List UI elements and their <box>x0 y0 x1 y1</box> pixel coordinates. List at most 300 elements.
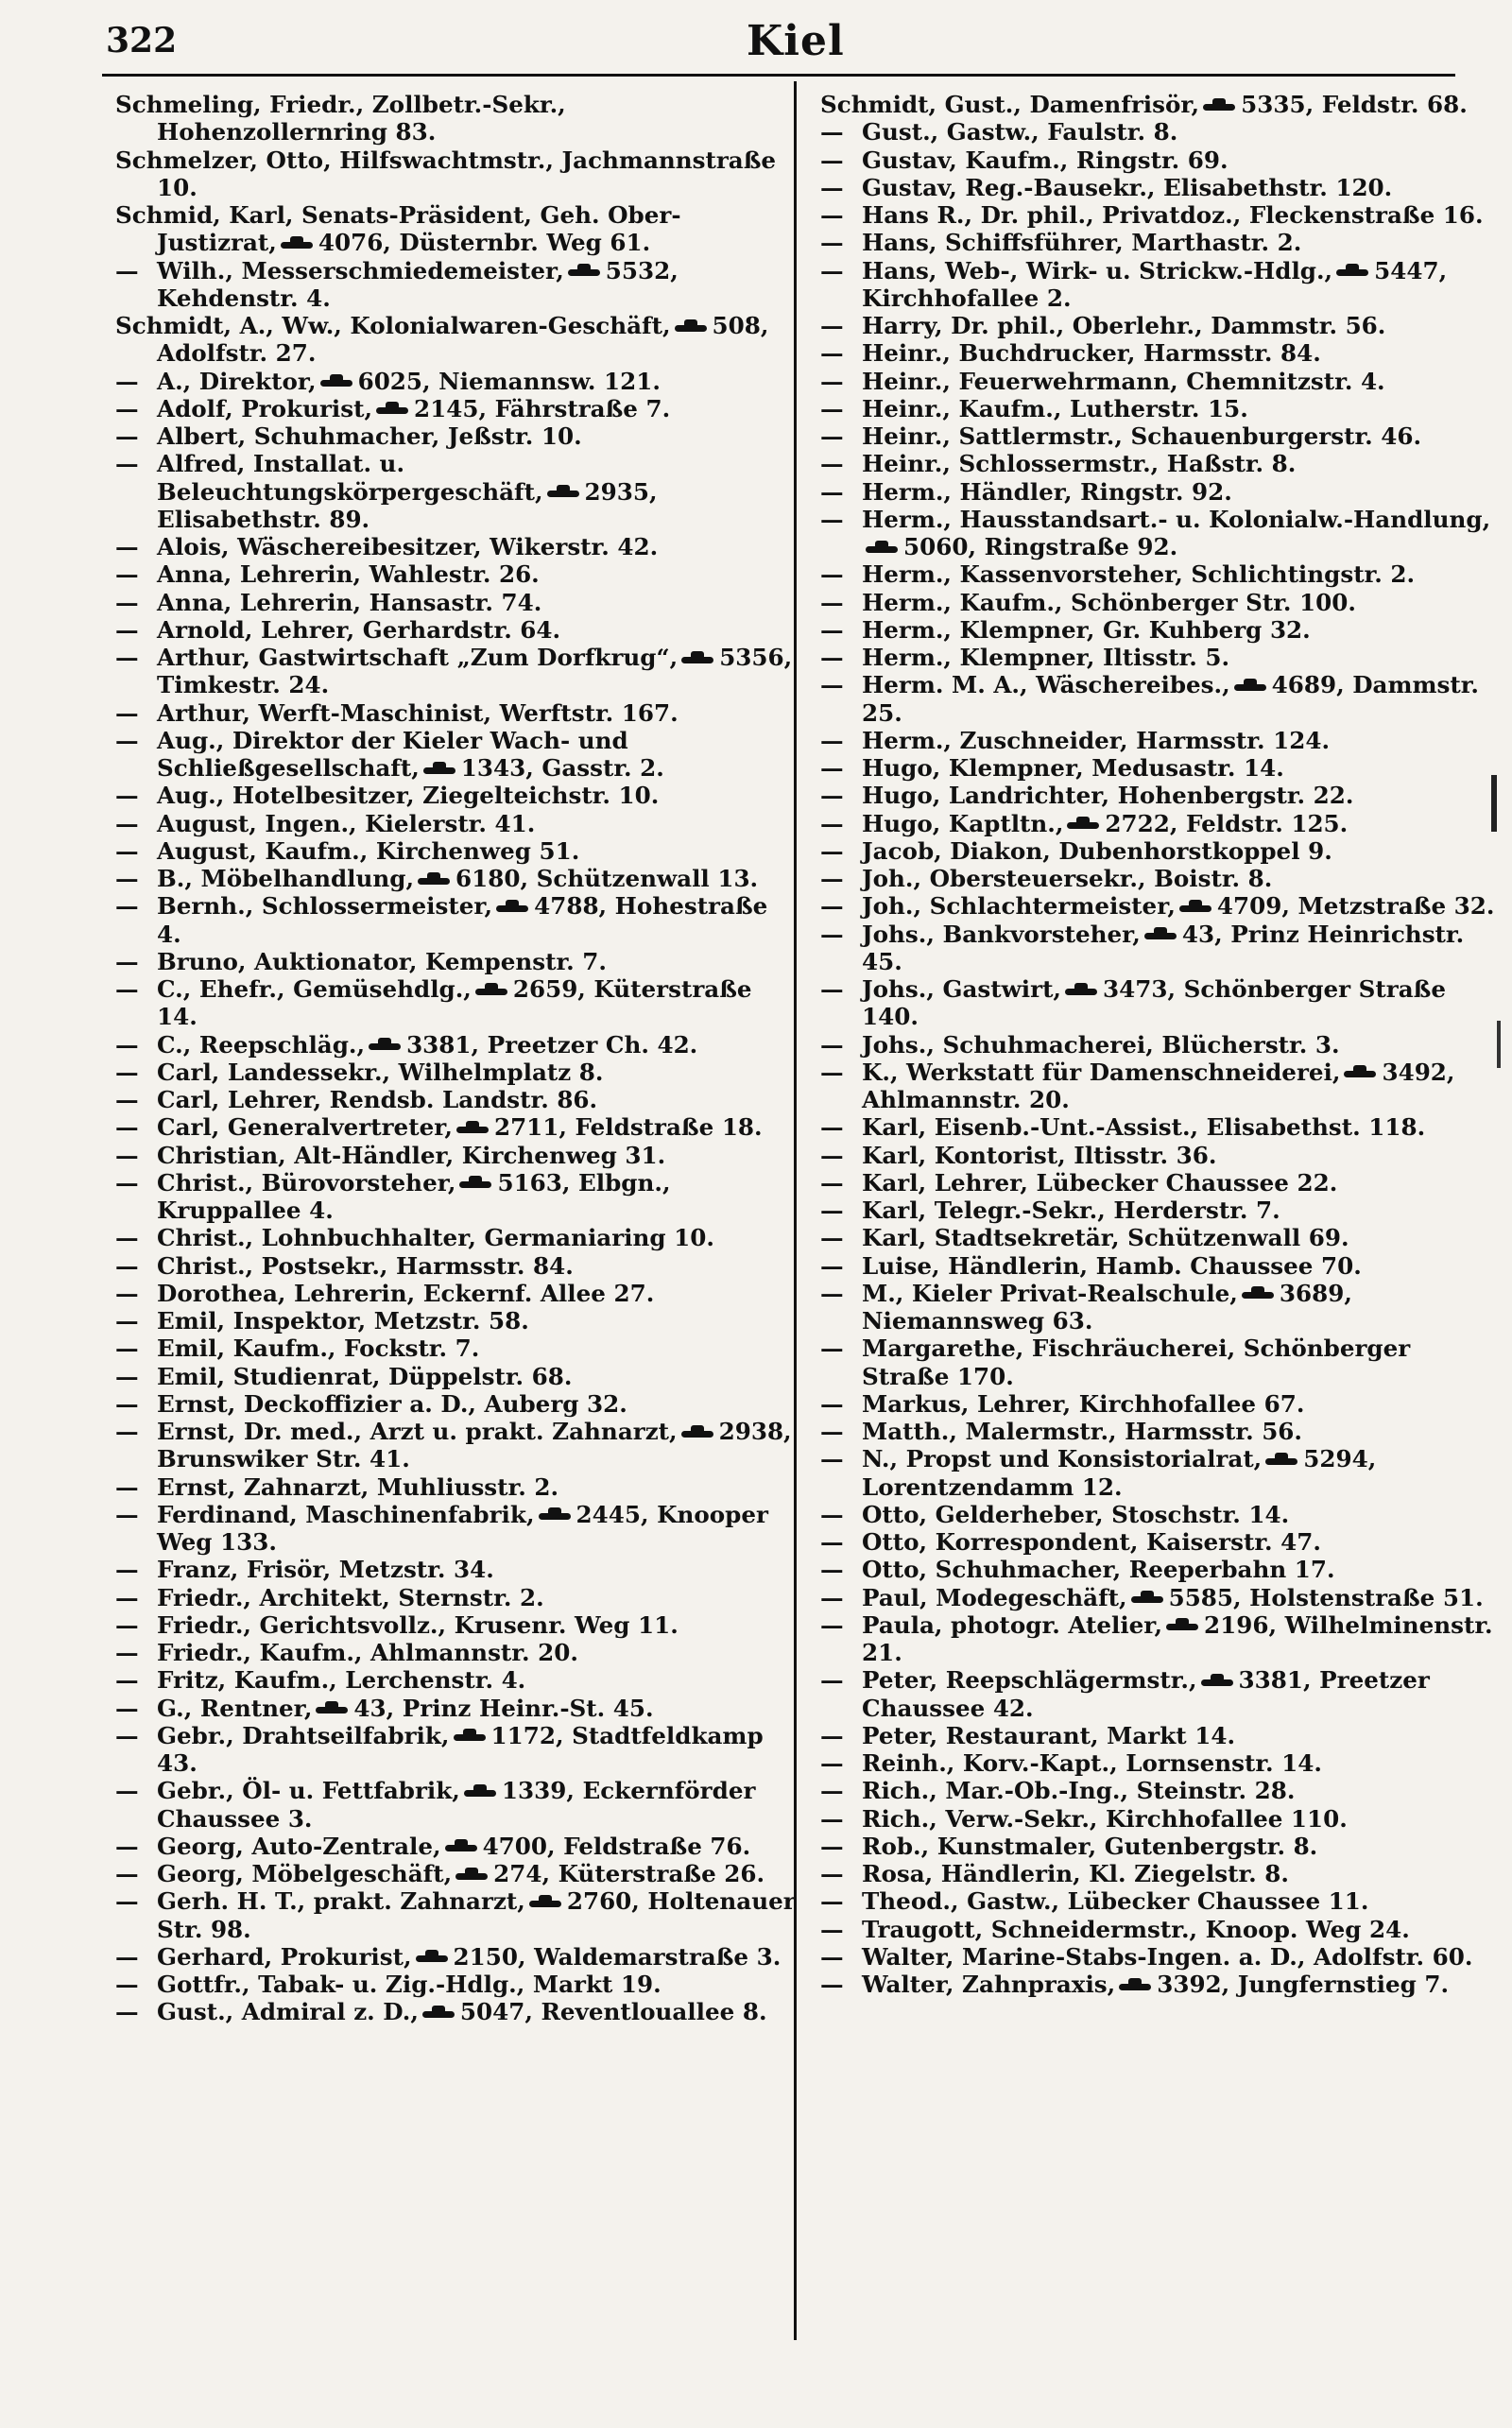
ditto-dash: — <box>115 1086 139 1113</box>
ditto-dash: — <box>115 588 139 616</box>
ditto-dash: — <box>820 312 844 339</box>
entry-text: Gottfr., Tabak- u. Zig.-Hdlg., Markt 19. <box>157 1971 662 1998</box>
entry-text: Karl, Stadtsekretär, Schützenwall 69. <box>862 1224 1349 1252</box>
entry-text: N., Propst und Konsistorialrat, <box>862 1445 1263 1473</box>
directory-entry <box>820 339 1501 367</box>
ditto-dash: — <box>820 173 844 201</box>
entry-text: Emil, Inspektor, Metzstr. 58. <box>157 1307 529 1335</box>
directory-entry <box>820 1224 1501 1251</box>
directory-entry <box>115 312 796 368</box>
ditto-dash: — <box>115 1887 139 1916</box>
entry-phone-address: 3392, Jungfernstieg 7. <box>1157 1971 1450 1998</box>
ditto-dash: — <box>115 1362 139 1390</box>
ditto-dash: — <box>820 1528 844 1556</box>
directory-entry <box>115 1666 796 1694</box>
entry-text: Herm., Klempner, Iltisstr. 5. <box>862 644 1230 671</box>
entry-text: August, Ingen., Kielerstr. 41. <box>157 809 536 837</box>
ditto-dash: — <box>115 1224 139 1252</box>
directory-entry <box>820 422 1501 450</box>
directory-entry <box>820 1833 1501 1860</box>
telephone-icon <box>1067 818 1099 832</box>
ditto-dash: — <box>115 1168 139 1197</box>
directory-entry <box>820 1445 1501 1501</box>
telephone-icon <box>423 764 455 777</box>
ditto-dash: — <box>820 1971 844 1998</box>
ditto-dash: — <box>820 1141 844 1169</box>
directory-entry <box>820 1280 1501 1335</box>
directory-entry <box>820 1777 1501 1804</box>
entry-text: Schmidt, A., Ww., Kolonialwaren-Geschäft, <box>115 312 671 339</box>
directory-entry <box>820 1252 1501 1280</box>
entry-text: Reinh., Korv.-Kapt., Lornsenstr. 14. <box>862 1749 1322 1777</box>
directory-entry <box>115 560 796 588</box>
ditto-dash: — <box>820 754 844 782</box>
entry-phone-address: 2711, Feldstraße 18. <box>493 1113 763 1142</box>
directory-entry <box>820 1722 1501 1749</box>
ditto-dash: — <box>820 1224 844 1252</box>
ditto-dash: — <box>115 1998 139 2026</box>
entry-text: Hugo, Landrichter, Hohenbergstr. 22. <box>862 782 1354 810</box>
directory-entry <box>820 1860 1501 1887</box>
ditto-dash: — <box>820 726 844 754</box>
directory-entry <box>115 1777 796 1833</box>
entry-text: Hugo, Kaptltn., <box>862 809 1064 837</box>
entry-text: Rob., Kunstmaler, Gutenbergstr. 8. <box>862 1832 1318 1860</box>
entry-phone-address: 5447, Kirchhofallee 2. <box>862 256 1448 312</box>
directory-entry <box>115 1169 796 1225</box>
directory-entry <box>115 1390 796 1418</box>
entry-text: Franz, Frisör, Metzstr. 34. <box>157 1556 494 1584</box>
entry-phone-address: 3473, Schönberger Straße 140. <box>862 975 1446 1031</box>
entry-text: Gustav, Kaufm., Ringstr. 69. <box>862 146 1228 174</box>
entry-text: Schmeling, Friedr., Zollbetr.-Sekr., Hohenzollernring 83. <box>115 91 566 146</box>
entry-text: Matth., Malermstr., Harmsstr. 56. <box>862 1418 1302 1445</box>
ditto-dash: — <box>820 1583 844 1611</box>
telephone-icon <box>316 1703 348 1716</box>
ditto-dash: — <box>820 256 844 284</box>
directory-entry <box>115 1556 796 1583</box>
directory-entry <box>115 1280 796 1307</box>
ditto-dash: — <box>820 1804 844 1833</box>
ditto-dash: — <box>115 1141 139 1169</box>
ditto-dash: — <box>820 671 844 699</box>
ditto-dash: — <box>820 146 844 174</box>
directory-entry <box>820 616 1501 644</box>
telephone-icon <box>1065 985 1097 998</box>
entry-text: Walter, Zahnpraxis, <box>862 1971 1116 1998</box>
directory-entry <box>820 1749 1501 1777</box>
directory-entry <box>115 1031 796 1059</box>
entry-text: Markus, Lehrer, Kirchhofallee 67. <box>862 1389 1305 1418</box>
entry-text: Peter, Restaurant, Markt 14. <box>862 1721 1236 1749</box>
entry-text: Schmid, Karl, Senats-Präsident, Geh. Ober-Justizrat, <box>115 201 681 257</box>
directory-entry <box>820 1142 1501 1169</box>
directory-entry <box>115 1224 796 1251</box>
entry-text: Hans, Schiffsführer, Marthastr. 2. <box>862 229 1302 257</box>
directory-entry <box>115 727 796 783</box>
telephone-icon <box>475 985 507 998</box>
ditto-dash: — <box>820 1832 844 1860</box>
directory-entry <box>820 1916 1501 1943</box>
entry-phone-address: 5047, Reventlouallee 8. <box>459 1998 767 2026</box>
ditto-dash: — <box>115 1251 139 1280</box>
directory-entry <box>115 91 796 146</box>
entry-text: Anna, Lehrerin, Hansastr. 74. <box>157 588 542 616</box>
directory-entry <box>115 1113 796 1141</box>
entry-text: Alfred, Installat. u. Beleuchtungskörpergeschäft, <box>157 450 543 506</box>
entry-text: Herm., Zuschneider, Harmsstr. 124. <box>862 726 1331 754</box>
ditto-dash: — <box>115 560 139 589</box>
entry-text: Johs., Schuhmacherei, Blücherstr. 3. <box>862 1030 1340 1059</box>
entry-text: Peter, Reepschlägermstr., <box>862 1666 1197 1695</box>
entry-text: Karl, Lehrer, Lübecker Chaussee 22. <box>862 1168 1338 1197</box>
directory-entry <box>115 810 796 837</box>
entry-text: Aug., Direktor der Kieler Wach- und Schließgesellschaft, <box>157 726 628 782</box>
entry-phone-address: 6180, Schützenwall 13. <box>455 865 759 892</box>
entry-text: Bruno, Auktionator, Kempenstr. 7. <box>157 947 607 975</box>
entry-phone-address: 2722, Feldstr. 125. <box>1105 809 1349 837</box>
entry-text: Christian, Alt-Händler, Kirchenweg 31. <box>157 1141 666 1169</box>
entry-text: Heinr., Buchdrucker, Harmsstr. 84. <box>862 339 1321 368</box>
telephone-icon <box>675 321 707 335</box>
ditto-dash: — <box>115 394 139 422</box>
entry-text: Otto, Gelderheber, Stoschstr. 14. <box>862 1500 1290 1528</box>
directory-entry <box>115 422 796 450</box>
entry-text: Hugo, Klempner, Medusastr. 14. <box>862 754 1284 782</box>
ditto-dash: — <box>820 1418 844 1445</box>
ditto-dash: — <box>820 1058 844 1086</box>
ditto-dash: — <box>820 1197 844 1224</box>
directory-entry <box>115 1252 796 1280</box>
ditto-dash: — <box>820 1887 844 1916</box>
entry-text: Rich., Mar.-Ob.-Ing., Steinstr. 28. <box>862 1777 1296 1805</box>
telephone-icon <box>445 1841 477 1854</box>
ditto-dash: — <box>820 1777 844 1805</box>
ditto-dash: — <box>820 975 844 1003</box>
entry-text: C., Ehefr., Gemüsehdlg., <box>157 975 472 1003</box>
directory-entry <box>115 1998 796 2025</box>
directory-entry <box>820 837 1501 865</box>
ditto-dash: — <box>820 1030 844 1059</box>
directory-entry <box>820 1887 1501 1915</box>
ditto-dash: — <box>115 1639 139 1666</box>
directory-entry <box>115 1363 796 1390</box>
ditto-dash: — <box>820 422 844 450</box>
entry-phone-address: 4076, Düsternbr. Weg 61. <box>318 229 651 257</box>
directory-entry <box>115 1887 796 1943</box>
ditto-dash: — <box>115 615 139 644</box>
ditto-dash: — <box>115 865 139 892</box>
entry-text: B., Möbelhandlung, <box>157 865 415 892</box>
ditto-dash: — <box>820 615 844 644</box>
telephone-icon <box>464 1786 496 1799</box>
ditto-dash: — <box>115 892 139 921</box>
ditto-dash: — <box>820 782 844 810</box>
directory-entry <box>820 257 1501 313</box>
directory-entry <box>115 146 796 202</box>
entry-phone-address: 508, Adolfstr. 27. <box>157 312 769 368</box>
entry-text: Christ., Bürovorsteher, <box>157 1168 456 1197</box>
directory-entry <box>820 1611 1501 1667</box>
telephone-icon <box>568 266 600 279</box>
entry-phone-address: 43, Prinz Heinr.-St. 45. <box>353 1694 654 1722</box>
ditto-dash: — <box>820 1749 844 1777</box>
page-edge-mark <box>1491 775 1497 832</box>
telephone-icon <box>320 376 352 389</box>
entry-text: Carl, Generalvertreter, <box>157 1113 453 1142</box>
directory-entry <box>820 1501 1501 1528</box>
ditto-dash: — <box>820 836 844 865</box>
directory-entry <box>115 450 796 533</box>
directory-entry <box>820 754 1501 782</box>
ditto-dash: — <box>820 1915 844 1943</box>
telephone-icon <box>1265 1455 1297 1468</box>
entry-phone-address: 4700, Feldstraße 76. <box>482 1832 751 1860</box>
directory-entry <box>115 1142 796 1169</box>
directory-entry <box>115 1860 796 1887</box>
entry-text: Johs., Gastwirt, <box>862 975 1061 1003</box>
telephone-icon <box>681 1427 713 1440</box>
telephone-icon <box>422 2007 455 2021</box>
directory-entry <box>115 782 796 809</box>
ditto-dash: — <box>115 698 139 727</box>
ditto-dash: — <box>820 809 844 837</box>
entry-text: Arthur, Werft-Maschinist, Werftstr. 167. <box>157 698 679 727</box>
entry-text: C., Reepschläg., <box>157 1030 366 1059</box>
entry-phone-address: 1339, Eckernförder Chaussee 3. <box>157 1777 756 1833</box>
entry-text: Dorothea, Lehrerin, Eckernf. Allee 27. <box>157 1279 655 1307</box>
directory-entry <box>115 589 796 616</box>
ditto-dash: — <box>115 422 139 450</box>
entry-text: Emil, Studienrat, Düppelstr. 68. <box>157 1362 573 1390</box>
ditto-dash: — <box>115 836 139 865</box>
ditto-dash: — <box>115 1113 139 1142</box>
entry-text: Johs., Bankvorsteher, <box>862 920 1141 948</box>
ditto-dash: — <box>115 1777 139 1805</box>
directory-entry <box>820 1584 1501 1611</box>
entry-text: Friedr., Kaufm., Ahlmannstr. 20. <box>157 1639 578 1666</box>
entry-phone-address: 4689, Dammstr. 25. <box>862 671 1479 727</box>
page-number: 322 <box>106 21 178 60</box>
entry-text: Joh., Schlachtermeister, <box>862 892 1176 921</box>
directory-entry <box>115 1695 796 1722</box>
ditto-dash: — <box>820 1942 844 1971</box>
entry-text: Herm., Kassenvorsteher, Schlichtingstr. 2. <box>862 560 1416 589</box>
entry-text: A., Direktor, <box>157 367 317 395</box>
directory-entry <box>115 699 796 727</box>
entry-text: Hans, Web-, Wirk- u. Strickw.-Hdlg., <box>862 256 1333 284</box>
entry-phone-address: 5163, Elbgn., Kruppallee 4. <box>157 1168 671 1224</box>
entry-phone-address: 3689, Niemannsweg 63. <box>862 1279 1352 1335</box>
directory-entry <box>820 174 1501 201</box>
entry-phone-address: 1343, Gasstr. 2. <box>460 754 664 782</box>
telephone-icon <box>681 653 713 666</box>
directory-entry <box>115 1086 796 1113</box>
entry-text: Gust., Admiral z. D., <box>157 1998 419 2026</box>
ditto-dash: — <box>820 1113 844 1142</box>
directory-entry <box>820 865 1501 892</box>
entry-text: Traugott, Schneidermstr., Knoop. Weg 24. <box>862 1915 1410 1943</box>
ditto-dash: — <box>115 1058 139 1086</box>
entry-text: Karl, Kontorist, Iltisstr. 36. <box>862 1141 1217 1169</box>
directory-entry <box>115 892 796 948</box>
ditto-dash: — <box>115 975 139 1003</box>
telephone-icon <box>455 1869 488 1883</box>
directory-entry <box>820 1059 1501 1114</box>
telephone-icon <box>1203 100 1235 113</box>
directory-entry <box>820 201 1501 229</box>
entry-text: Herm., Hausstandsart.- u. Kolonialw.-Handlung, <box>862 505 1491 533</box>
directory-entry <box>820 312 1501 339</box>
entry-text: Ernst, Deckoffizier a. D., Auberg 32. <box>157 1389 627 1418</box>
entry-text: Walter, Marine-Stabs-Ingen. a. D., Adolfstr. 60. <box>862 1942 1473 1971</box>
directory-entry <box>820 727 1501 754</box>
directory-entry <box>115 1639 796 1666</box>
entry-text: Gerhard, Prokurist, <box>157 1942 412 1971</box>
ditto-dash: — <box>115 1583 139 1611</box>
entry-text: Hans R., Dr. phil., Privatdoz., Fleckenstraße 16. <box>862 201 1484 229</box>
directory-entry <box>820 1197 1501 1224</box>
directory-entry <box>115 975 796 1031</box>
directory-entry <box>115 644 796 699</box>
entry-phone-address: 5294, Lorentzendamm 12. <box>862 1445 1377 1501</box>
ditto-dash: — <box>115 1279 139 1307</box>
directory-entry <box>115 948 796 975</box>
ditto-dash: — <box>820 1500 844 1528</box>
telephone-icon <box>547 487 579 500</box>
ditto-dash: — <box>820 588 844 616</box>
entry-text: Arnold, Lehrer, Gerhardstr. 64. <box>157 615 561 644</box>
directory-entry <box>820 1943 1501 1971</box>
ditto-dash: — <box>820 1389 844 1418</box>
entry-text: Fritz, Kaufm., Lerchenstr. 4. <box>157 1666 526 1695</box>
ditto-dash: — <box>820 1168 844 1197</box>
telephone-icon <box>376 404 408 417</box>
ditto-dash: — <box>820 1251 844 1280</box>
telephone-icon <box>529 1897 561 1910</box>
entry-text: Friedr., Gerichtsvollz., Krusenr. Weg 11. <box>157 1610 679 1639</box>
entry-text: Jacob, Diakon, Dubenhorstkoppel 9. <box>862 836 1332 865</box>
directory-entry <box>115 1971 796 1998</box>
entry-text: Ferdinand, Maschinenfabrik, <box>157 1500 535 1528</box>
ditto-dash: — <box>115 1942 139 1971</box>
directory-entry <box>820 91 1501 118</box>
directory-entry <box>115 257 796 313</box>
ditto-dash: — <box>115 1389 139 1418</box>
ditto-dash: — <box>115 1335 139 1363</box>
entry-phone-address: 2150, Waldemarstraße 3. <box>453 1942 782 1971</box>
entry-phone-address: 2445, Knooper Weg 133. <box>157 1500 768 1556</box>
entry-text: M., Kieler Privat-Realschule, <box>862 1279 1238 1307</box>
directory-entry <box>115 865 796 892</box>
entry-phone-address: 6025, Niemannsw. 121. <box>357 367 661 395</box>
telephone-icon <box>866 542 898 556</box>
ditto-dash: — <box>115 947 139 975</box>
entry-text: Aug., Hotelbesitzer, Ziegelteichstr. 10. <box>157 782 660 810</box>
ditto-dash: — <box>820 339 844 368</box>
entry-text: Ernst, Zahnarzt, Muhliusstr. 2. <box>157 1472 559 1501</box>
directory-entry <box>115 1307 796 1335</box>
page-header <box>0 0 1512 76</box>
entry-text: Karl, Telegr.-Sekr., Herderstr. 7. <box>862 1197 1280 1224</box>
telephone-icon <box>539 1509 571 1523</box>
entry-phone-address: 2196, Wilhelminenstr. 21. <box>862 1610 1493 1666</box>
entry-phone-address: 5585, Holstenstraße 51. <box>1168 1583 1484 1611</box>
directory-entry <box>115 1418 796 1473</box>
directory-entry <box>820 1169 1501 1197</box>
directory-entry <box>115 368 796 395</box>
telephone-icon <box>1234 680 1266 694</box>
directory-entry <box>115 1833 796 1860</box>
ditto-dash: — <box>115 1030 139 1059</box>
entry-text: Wilh., Messerschmiedemeister, <box>157 256 564 284</box>
entry-phone-address: 5532, Kehdenstr. 4. <box>157 256 679 312</box>
entry-text: Georg, Auto-Zentrale, <box>157 1832 441 1860</box>
entry-phone-address: 3492, Ahlmannstr. 20. <box>862 1058 1455 1113</box>
entry-text: Heinr., Feuerwehrmann, Chemnitzstr. 4. <box>862 367 1385 395</box>
entry-text: Rosa, Händlerin, Kl. Ziegelstr. 8. <box>862 1860 1289 1887</box>
ditto-dash: — <box>115 1694 139 1722</box>
entry-phone-address: 5356, Timkestr. 24. <box>157 644 793 699</box>
entry-text: Paula, photogr. Atelier, <box>862 1610 1163 1639</box>
ditto-dash: — <box>820 394 844 422</box>
entry-phone-address: 2760, Holtenauer Str. 98. <box>157 1887 796 1943</box>
ditto-dash: — <box>820 1279 844 1307</box>
telephone-icon <box>1201 1676 1233 1689</box>
directory-entry <box>820 1031 1501 1059</box>
entry-text: Carl, Lehrer, Rendsb. Landstr. 86. <box>157 1086 598 1113</box>
entry-text: Otto, Korrespondent, Kaiserstr. 47. <box>862 1528 1321 1556</box>
entry-text: Karl, Eisenb.-Unt.-Assist., Elisabethst. 118. <box>862 1113 1426 1142</box>
directory-entry <box>115 533 796 560</box>
entry-text: Schmidt, Gust., Damenfrisör, <box>820 91 1200 118</box>
ditto-dash: — <box>115 1666 139 1695</box>
directory-entry <box>115 395 796 422</box>
entry-phone-address: 2935, Elisabethstr. 89. <box>157 477 658 533</box>
entry-text: Margarethe, Fischräucherei, Schönberger Straße 170. <box>862 1335 1411 1390</box>
entry-phone-address: 2938, Brunswiker Str. 41. <box>157 1418 792 1473</box>
entry-phone-address: 2145, Fährstraße 7. <box>414 394 671 422</box>
entry-text: Joh., Obersteuersekr., Boistr. 8. <box>862 865 1273 892</box>
telephone-icon <box>1144 929 1177 942</box>
entry-text: Friedr., Architekt, Sternstr. 2. <box>157 1583 544 1611</box>
directory-entry <box>820 921 1501 976</box>
ditto-dash: — <box>115 1307 139 1335</box>
ditto-dash: — <box>115 533 139 560</box>
ditto-dash: — <box>820 201 844 229</box>
directory-entry <box>115 201 796 257</box>
directory-entry <box>115 1943 796 1971</box>
entry-text: Christ., Lohnbuchhalter, Germaniaring 10. <box>157 1224 714 1252</box>
ditto-dash: — <box>115 1721 139 1749</box>
telephone-icon <box>1179 902 1211 915</box>
ditto-dash: — <box>820 865 844 892</box>
entry-text: Emil, Kaufm., Fockstr. 7. <box>157 1335 480 1363</box>
entry-text: Paul, Modegeschäft, <box>862 1583 1127 1611</box>
ditto-dash: — <box>115 450 139 478</box>
entry-phone-address: 4788, Hohestraße 4. <box>157 892 768 948</box>
ditto-dash: — <box>820 367 844 395</box>
entry-text: Gebr., Öl- u. Fettfabrik, <box>157 1777 460 1805</box>
entry-text: Alois, Wäschereibesitzer, Wikerstr. 42. <box>157 533 659 560</box>
directory-entry <box>115 616 796 644</box>
entry-text: Ernst, Dr. med., Arzt u. prakt. Zahnarzt, <box>157 1418 678 1445</box>
ditto-dash: — <box>820 1721 844 1749</box>
ditto-dash: — <box>115 1832 139 1860</box>
entry-text: Luise, Händlerin, Hamb. Chaussee 70. <box>862 1251 1362 1280</box>
entry-text: G., Rentner, <box>157 1694 313 1722</box>
directory-entry <box>820 1666 1501 1722</box>
